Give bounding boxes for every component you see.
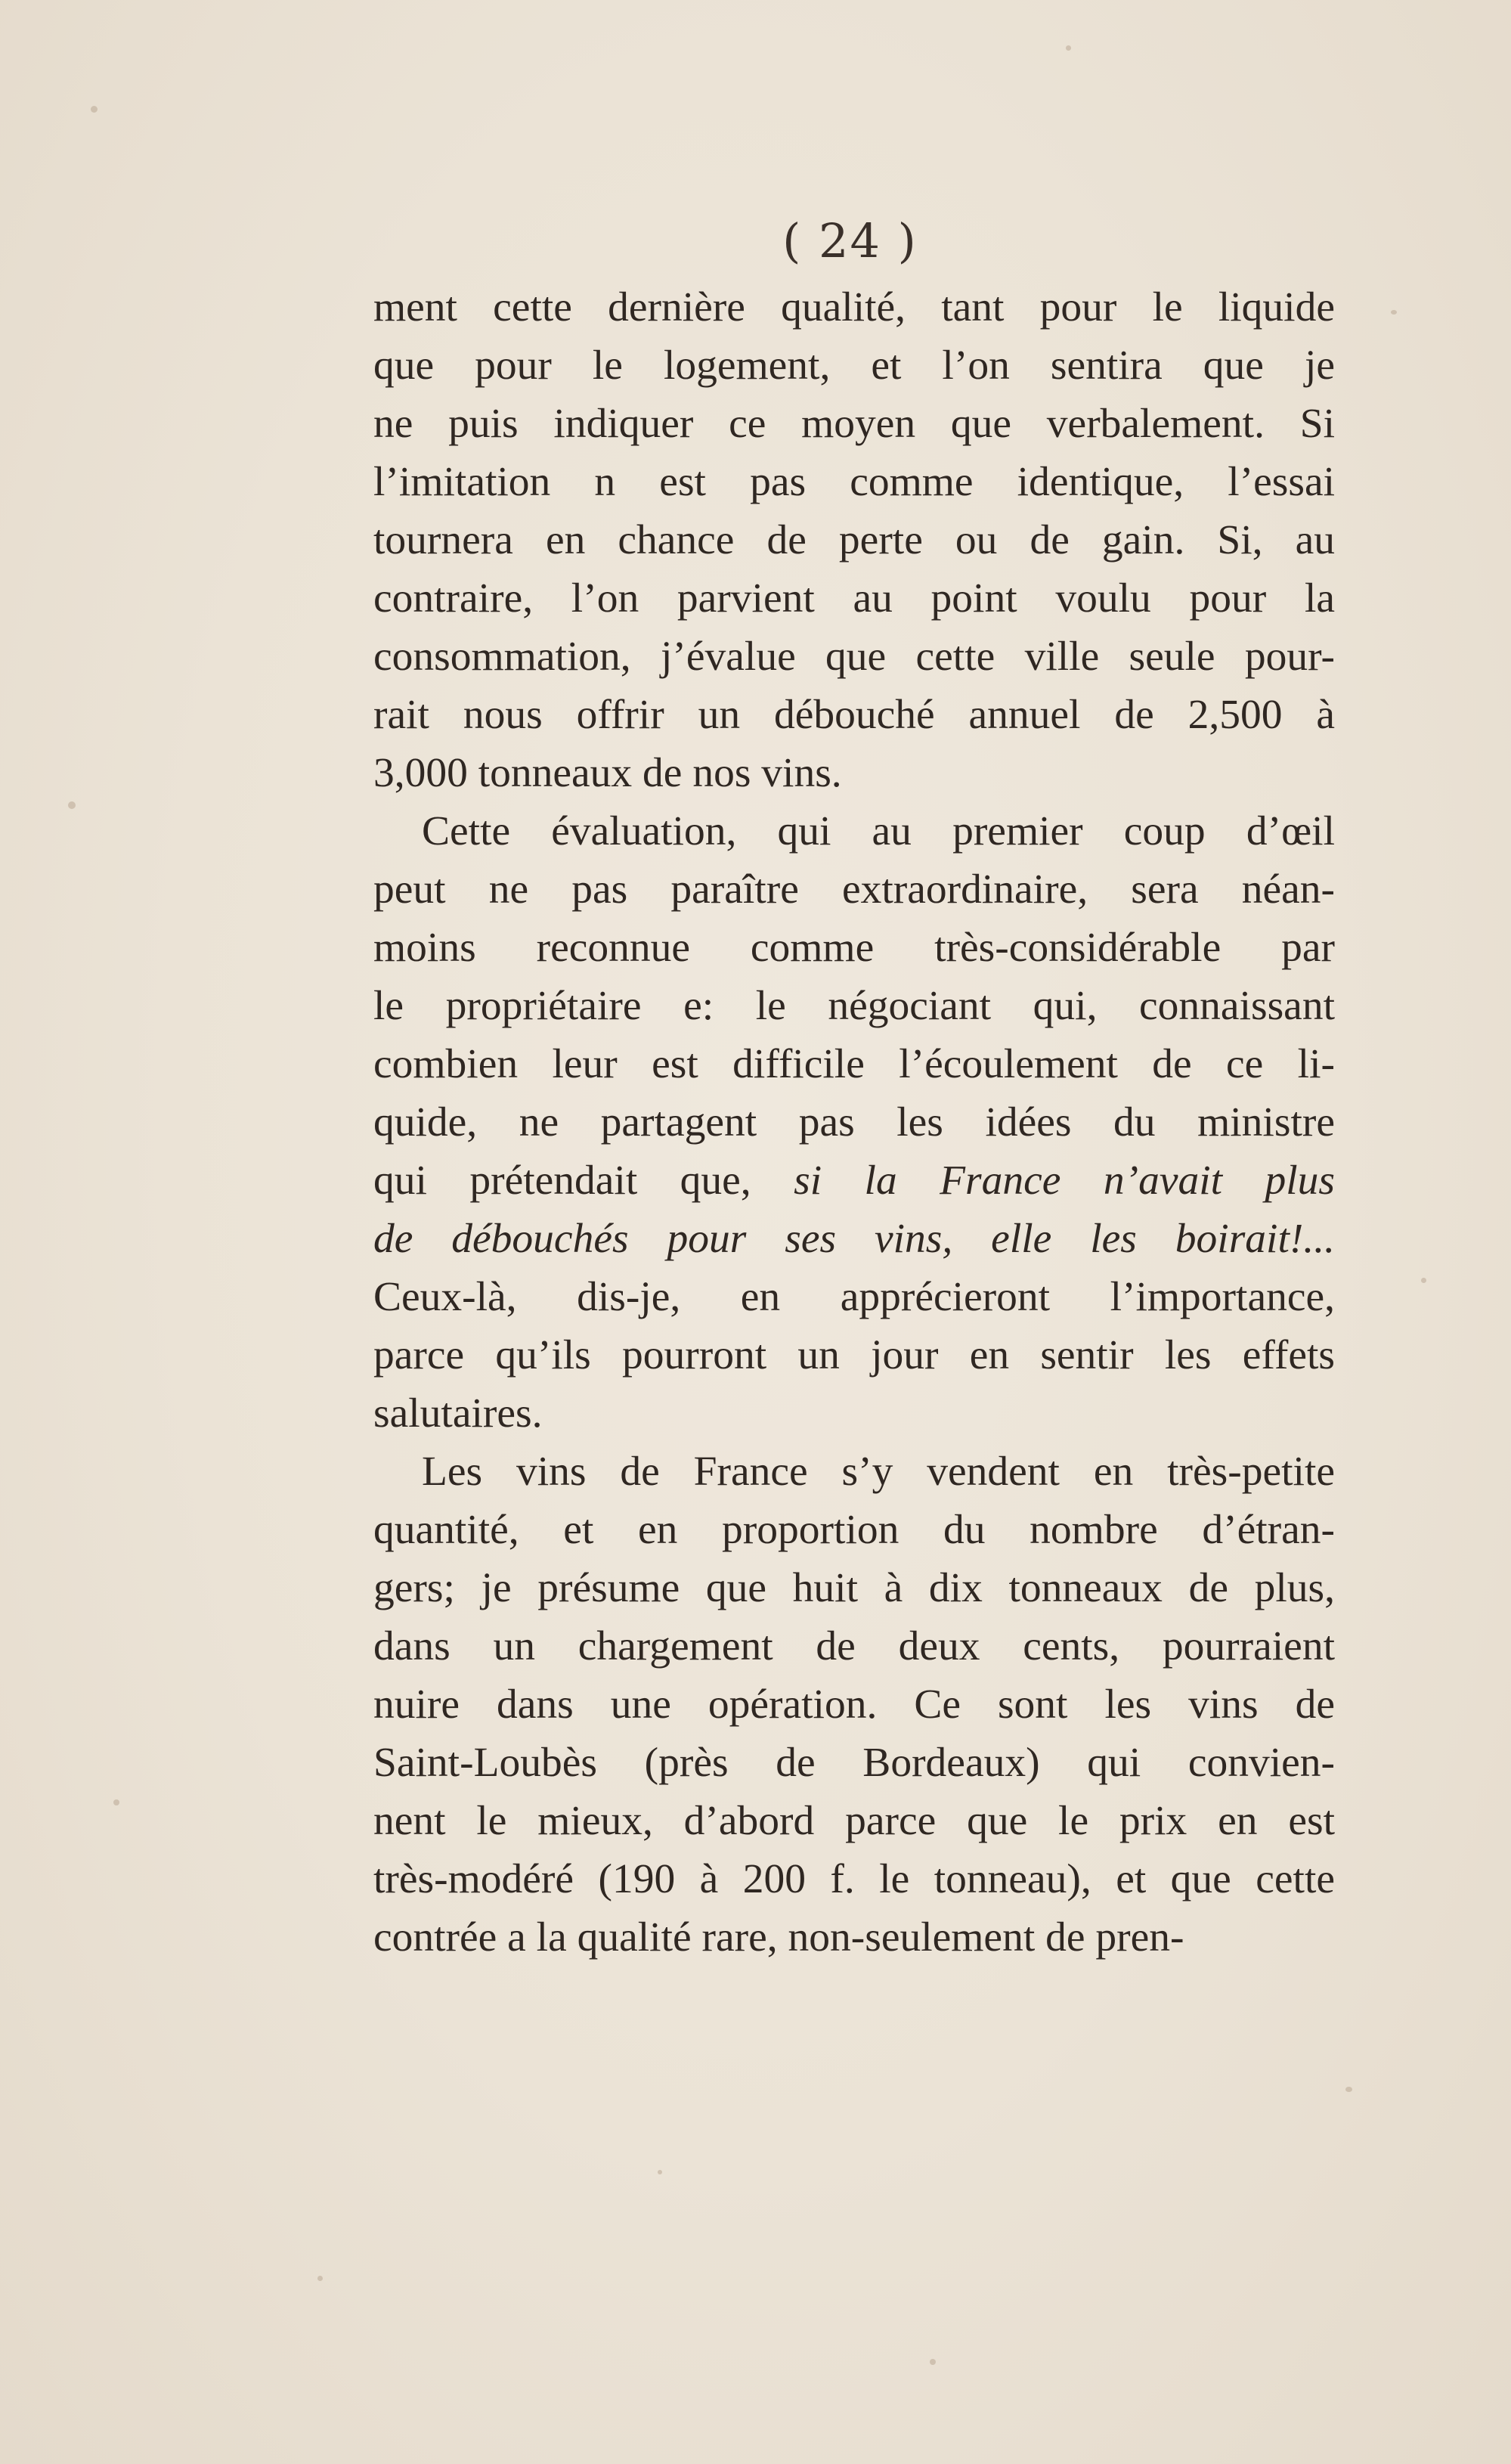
- text-segment: combien leur est difficile l’écoulement de ce li-: [373, 1041, 1335, 1087]
- paper-speck: [1066, 45, 1071, 51]
- text-line: [373, 1850, 1335, 1908]
- text-segment: quantité, et en proportion du nombre d’étran-: [373, 1507, 1335, 1553]
- text-line: [373, 569, 1335, 628]
- paper-speck: [1345, 2087, 1352, 2092]
- text-line: [373, 1792, 1335, 1850]
- text-segment: contrée a la qualité rare, non-seulement de pren-: [373, 1914, 1184, 1960]
- italic-text: si la France n’avait plus: [794, 1158, 1335, 1204]
- text-segment: Cette évaluation, qui au premier coup d’œil: [422, 808, 1335, 854]
- text-line: [373, 1734, 1335, 1792]
- text-segment: 3,000 tonneaux de nos vins.: [373, 750, 842, 796]
- text-segment: salutaires.: [373, 1390, 543, 1437]
- text-segment: parce qu’ils pourront un jour en sentir les effets: [373, 1332, 1335, 1378]
- text-segment: moins reconnue comme très-considérable par: [373, 925, 1335, 971]
- text-segment: tournera en chance de perte ou de gain. Si, au: [373, 517, 1335, 563]
- text-line: [373, 1908, 1335, 1967]
- text-line: [373, 1326, 1335, 1384]
- text-line: [373, 395, 1335, 453]
- paper-speck: [1391, 310, 1397, 315]
- text-segment: que pour le logement, et l’on sentira que je: [373, 342, 1335, 389]
- text-segment: dans un chargement de deux cents, pourraient: [373, 1623, 1335, 1669]
- text-line: [373, 1093, 1335, 1151]
- text-line: [373, 453, 1335, 511]
- paper-speck: [317, 2276, 323, 2281]
- text-segment: très-modéré (190 à 200 f. le tonneau), et que cette: [373, 1856, 1335, 1902]
- text-segment: l’imitation n est pas comme identique, l’essai: [373, 459, 1335, 505]
- text-line: [373, 802, 1335, 860]
- text-line: [373, 1443, 1335, 1501]
- text-segment: quide, ne partagent pas les idées du ministre: [373, 1099, 1335, 1145]
- text-line: [373, 744, 1335, 802]
- text-line: [373, 860, 1335, 919]
- page-number: ( 24 ): [782, 213, 918, 268]
- text-line: [373, 1035, 1335, 1093]
- text-line: [373, 1384, 1335, 1443]
- text-segment: Les vins de France s’y vendent en très-petite: [422, 1449, 1335, 1495]
- paper-speck: [930, 2359, 936, 2365]
- text-segment: nuire dans une opération. Ce sont les vins de: [373, 1681, 1335, 1728]
- text-segment: Saint-Loubès (près de Bordeaux) qui convien-: [373, 1740, 1335, 1786]
- text-line: [373, 1268, 1335, 1326]
- body-text: [373, 278, 1335, 1967]
- text-segment: qui prétendait que,: [373, 1158, 794, 1204]
- text-line: [373, 511, 1335, 569]
- text-segment: consommation, j’évalue que cette ville seule pour-: [373, 634, 1335, 680]
- text-segment: Ceux-là, dis-je, en apprécieront l’importance,: [373, 1274, 1335, 1320]
- text-segment: ne puis indiquer ce moyen que verbalement. Si: [373, 401, 1335, 447]
- paper-speck: [68, 801, 76, 809]
- text-line: [373, 1210, 1335, 1268]
- paper-speck: [91, 106, 98, 113]
- paper-speck: [658, 2170, 662, 2174]
- text-line: [373, 278, 1335, 336]
- text-line: [373, 919, 1335, 977]
- text-segment: contraire, l’on parvient au point voulu pour la: [373, 575, 1335, 621]
- text-segment: nent le mieux, d’abord parce que le prix en est: [373, 1798, 1335, 1844]
- text-segment: gers; je présume que huit à dix tonneaux de plus,: [373, 1565, 1335, 1611]
- text-line: [373, 1675, 1335, 1734]
- text-line: [373, 686, 1335, 744]
- text-line: [373, 628, 1335, 686]
- text-line: [373, 1617, 1335, 1675]
- text-segment: le propriétaire e: le négociant qui, connaissant: [373, 983, 1335, 1029]
- text-segment: rait nous offrir un débouché annuel de 2,500 à: [373, 692, 1335, 738]
- text-line: [373, 977, 1335, 1035]
- text-line: [373, 1501, 1335, 1559]
- text-line: [373, 1559, 1335, 1617]
- text-segment: peut ne pas paraître extraordinaire, sera néan-: [373, 866, 1335, 913]
- italic-text: de débouchés pour ses vins, elle les boirait!...: [373, 1216, 1335, 1262]
- text-segment: ment cette dernière qualité, tant pour le liquide: [373, 284, 1335, 330]
- paper-speck: [1421, 1278, 1426, 1283]
- paper-speck: [113, 1799, 119, 1805]
- text-line: [373, 336, 1335, 395]
- text-line: [373, 1151, 1335, 1210]
